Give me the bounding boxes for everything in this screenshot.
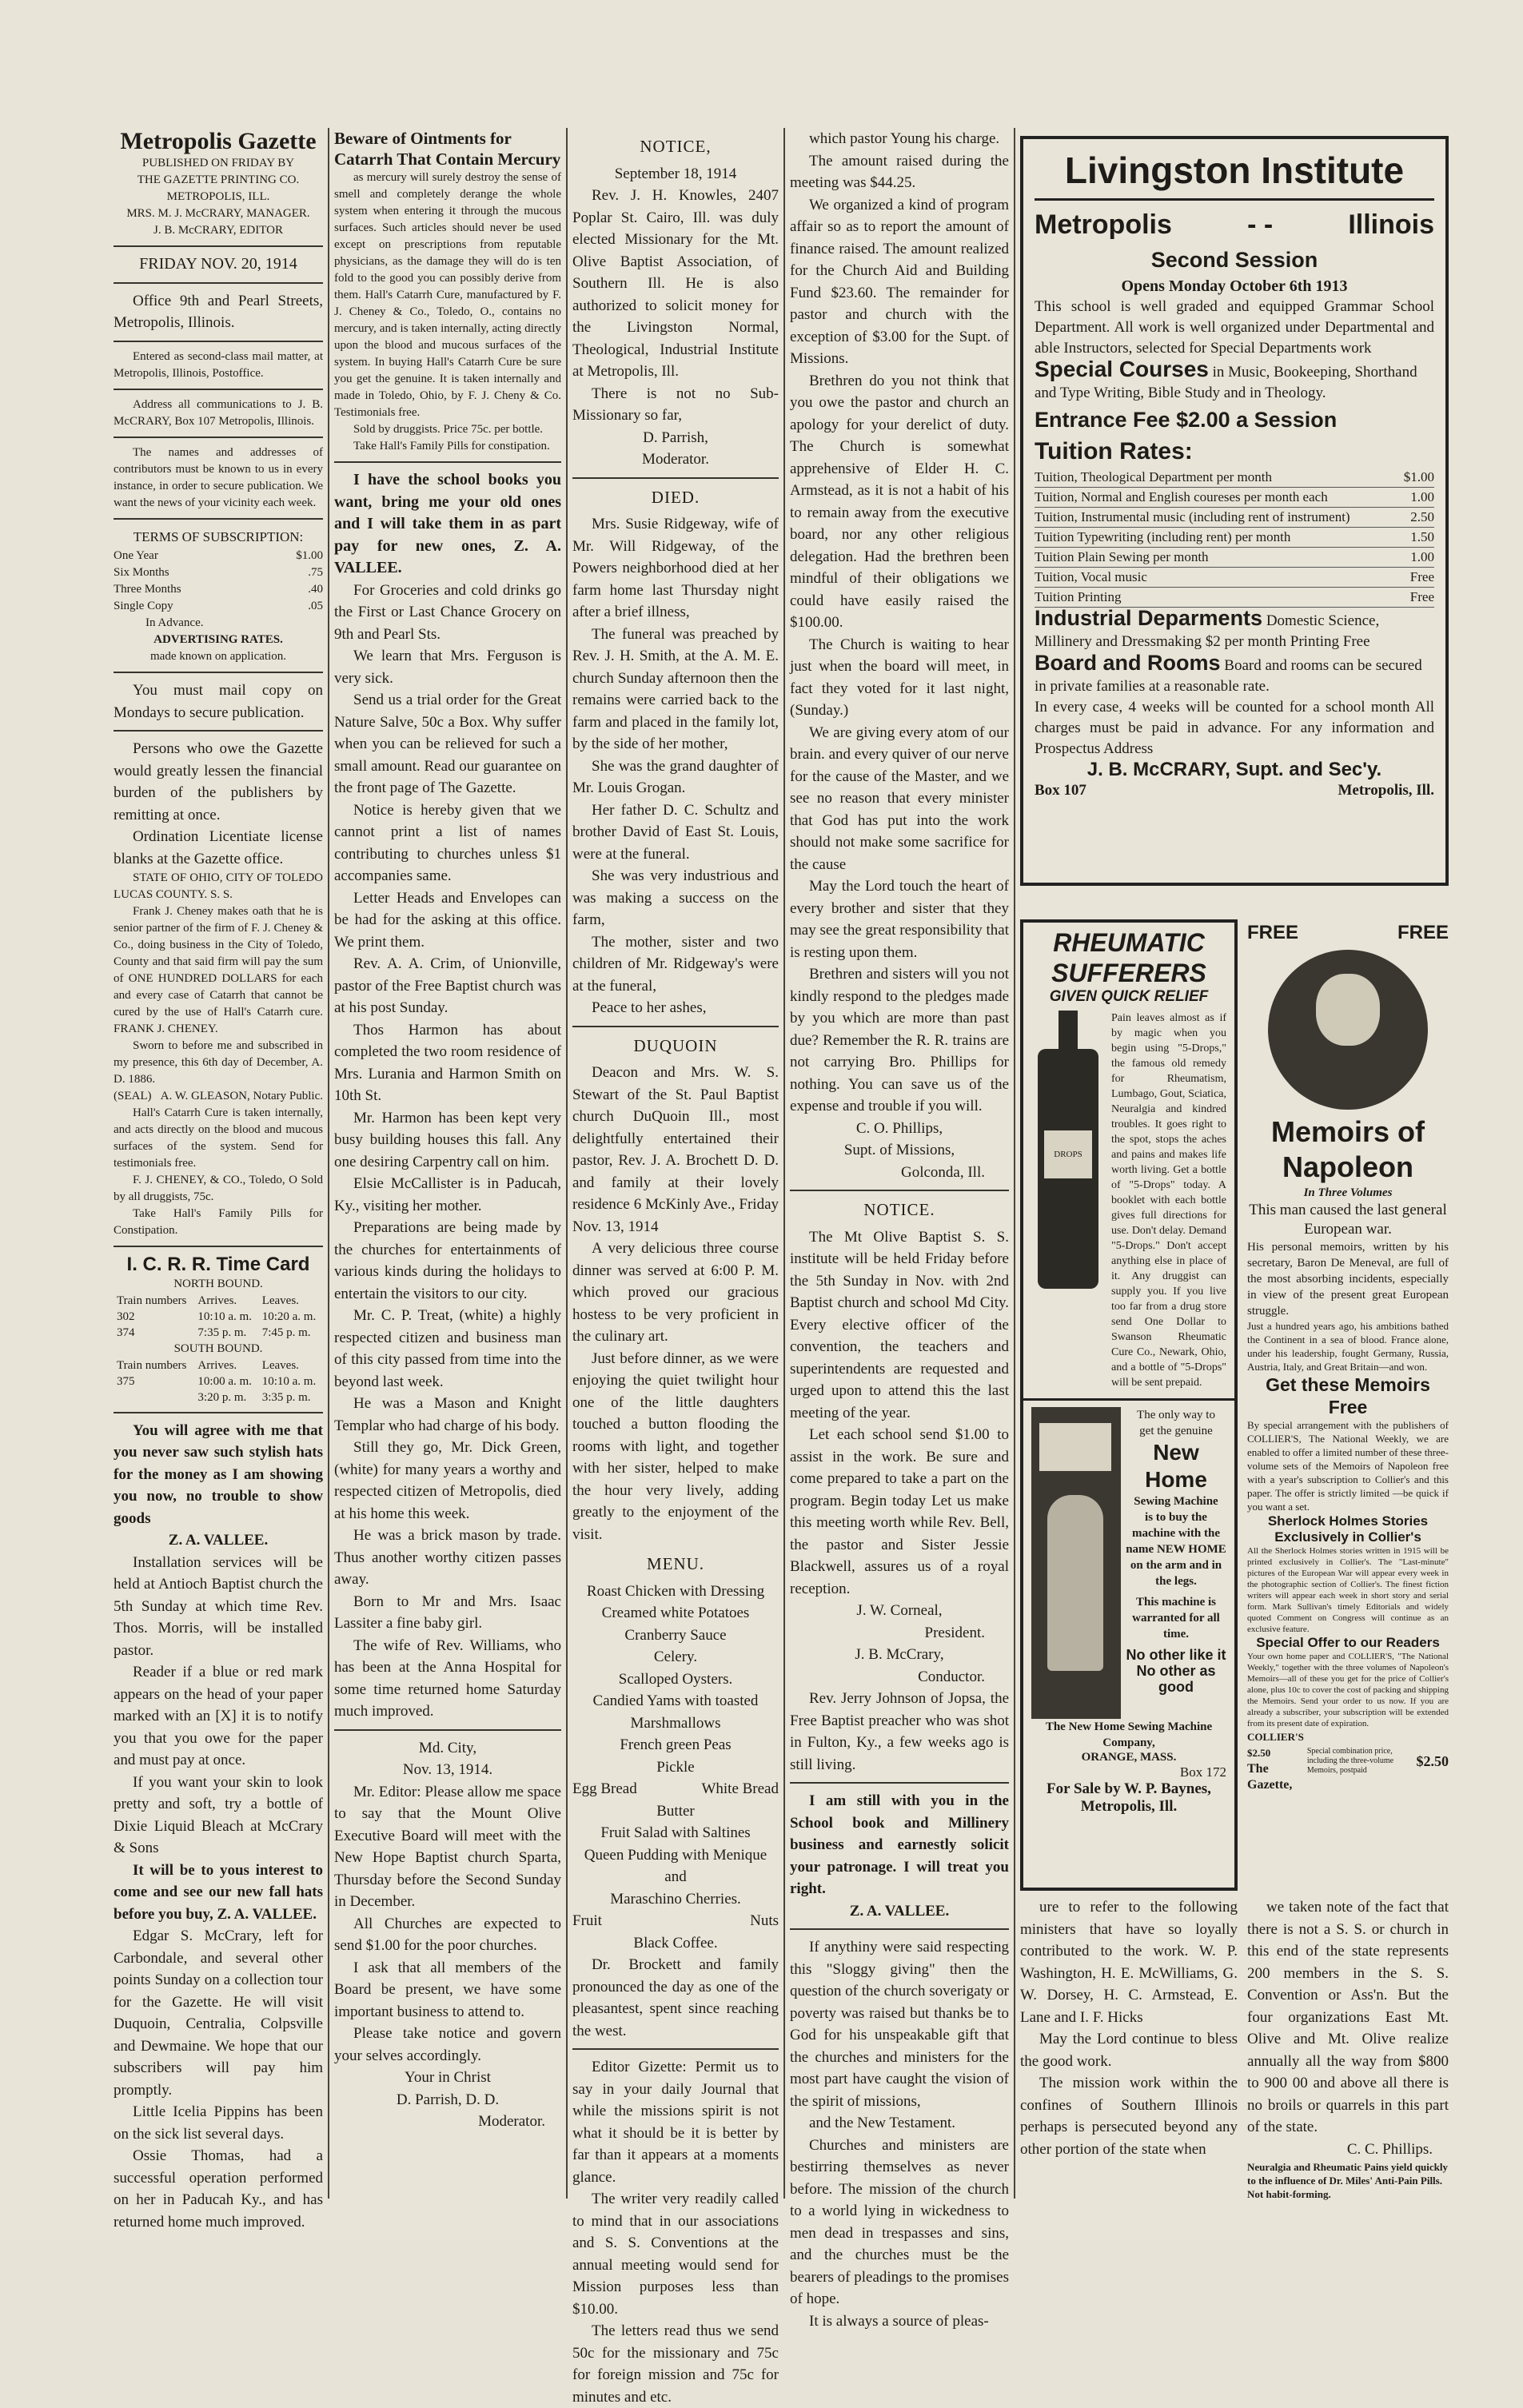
col2-p22: All Churches are expected to send $1.00 for the poor churches.	[334, 1915, 561, 1954]
col2-p20: The wife of Rev. Williams, who has been at the Anna Hospital for some time returned home Saturday much improved.	[334, 1637, 561, 1720]
rate-row: Tuition, Instrumental music (including rent of instrument) 2.50	[1035, 508, 1434, 528]
sig: D. Parrish, D. D.	[396, 2091, 500, 2108]
mail-notice: You must mail copy on Mondays to secure publication.	[114, 682, 323, 721]
col3-p1: Rev. J. H. Knowles, 2407 Poplar St. Cairo, Ill. was duly elected Missionary for the Mt. Olive Baptist Association, of Southern Ill. He is also authorized to solicit money for the Livingston Normal, Theological, Industrial Institute at Metropolis, Ill.	[572, 187, 779, 380]
rates-list	[1035, 468, 1434, 608]
masthead-line: METROPOLIS, ILL.	[166, 190, 270, 203]
column-4	[790, 128, 1009, 2330]
col2-p8: Notice is hereby given that we cannot print a list of names contributing to churches unless $1 accompanies same.	[334, 801, 561, 884]
rate-row: Tuition Typewriting (including rent) per month 1.50	[1035, 528, 1434, 548]
sewing-machine-image	[1031, 1407, 1121, 1719]
col3-p13: Dr. Brockett and family pronounced the day as one of the pleasantest, spent since reaching the west.	[572, 1956, 779, 2039]
masthead-line: J. B. McCRARY, EDITOR	[153, 224, 283, 237]
livingston-dash: - -	[1247, 209, 1274, 240]
col3-p5: She was the grand daughter of Mr. Louis Grogan.	[572, 757, 779, 796]
rate-row: Tuition, Theological Department per month $1.00	[1035, 468, 1434, 488]
office-address: Office 9th and Pearl Streets, Metropolis, Illinois.	[114, 292, 323, 331]
menu-item: Candied Yams with toasted	[592, 1692, 759, 1709]
sig: D. Parrish,	[643, 429, 708, 446]
sig: J. W. Corneal,	[856, 1602, 943, 1619]
column-rule	[783, 128, 785, 2199]
col2-p13: Elsie McCallister is in Paducah, Ky., visiting her mother.	[334, 1175, 561, 1214]
entrance-fee: Entrance Fee $2.00 a Session	[1035, 408, 1338, 432]
newhome-co: The New Home Sewing Machine Company,	[1045, 1720, 1213, 1749]
menu-item: Maraschino Cherries.	[610, 1890, 741, 1908]
menu-item: Fruit	[572, 1912, 602, 1929]
masthead-title: Metropolis Gazette	[120, 128, 317, 154]
napoleon-ad	[1247, 921, 1449, 1888]
col4-p3: We organized a kind of program affair so as to report the amount of finance raised. The amount realized for the Church Aid and Building Fund $23.60. The remainder for pastor and church with the exception of $3.00 for the Supt. of Missions.	[790, 196, 1009, 367]
box: Box 107	[1035, 782, 1086, 799]
vallee-sig: Z. A. VALLEE.	[168, 1532, 269, 1549]
entered-notice: Entered as second-class mail matter, at Metropolis, Illinois, Postoffice.	[114, 349, 323, 380]
south-table: Train numbers Arrives. Leaves. 375 10:00 a. m. 10:10 a. m. 3:20 p. m. 3:35 p. m.	[117, 1358, 317, 1404]
duquoin-heading: DUQUOIN	[633, 1035, 718, 1055]
col4-p11: Rev. Jerry Johnson of Jopsa, the Free Baptist preacher who was shot in Fulton, Ky., a few weeks ago is still living.	[790, 1690, 1009, 1773]
col2-p9: Letter Heads and Envelopes can be had for the asking at this office. We print them.	[334, 889, 561, 951]
md-date: Nov. 13, 1914.	[402, 1761, 493, 1778]
col2-p23: I ask that all members of the Board be present, we have some important business to attend to.	[334, 1959, 561, 2020]
column-rule	[328, 128, 329, 2199]
col1-p10: Reader if a blue or red mark appears on the head of your paper marked with an [X] it is to notify you that you owe for the paper and must pay at once.	[114, 1664, 323, 1768]
col2-p7: Send us a trial order for the Great Nature Salve, 50c a Box. Why suffer when you can be relieved for such a small amount. Read our guarantee on the front page of The Gazette.	[334, 692, 561, 796]
bottom-p3: The mission work within the confines of Southern Illinois perhaps is persecuted beyond any other portion of the state when	[1020, 2075, 1238, 2158]
newhome-co2: ORANGE, MASS.	[1081, 1751, 1177, 1764]
terms-row: Three Months .40	[114, 583, 323, 596]
north-bound: NORTH BOUND.	[173, 1277, 263, 1290]
menu-item: Scalloped Oysters.	[618, 1670, 733, 1688]
phillips-sig: C. C. Phillips.	[1346, 2140, 1433, 2158]
col4-p9: The Mt Olive Baptist S. S. institute will be held Friday before the 5th Sunday in Nov. with 2nd Baptist church and school Md City. Every elective officer of the convention, the teachers and superintendents are requested and urged upon to attend this the last meeting of the year.	[790, 1228, 1009, 1421]
col3-p14: Editor Gizette: Permit us to say in your daily Journal that while the missions spirit is not what it should be it is better by far than it appears at a moments glance.	[572, 2059, 779, 2186]
menu-item: and	[664, 1868, 687, 1885]
newhome-box: Box 172	[1179, 1764, 1226, 1780]
advertising-title: ADVERTISING RATES.	[153, 633, 283, 646]
south-bound: SOUTH BOUND.	[173, 1342, 263, 1355]
rheumatic-sub: GIVEN QUICK RELIEF	[1049, 988, 1209, 1005]
bottle-image	[1031, 1011, 1105, 1298]
menu-item: Nuts	[750, 1912, 779, 1929]
newhome-text: The only way to get the genuine New Home Sewing Machine is to buy the machine with the name NEW HOME on the arm and in the legs. This machine is warranted for all time. No other like it No other as good	[1126, 1409, 1226, 1695]
col1-p12: It will be to yous interest to come and see our new fall hats before you buy, Z. A. VALLEE.	[114, 1861, 323, 1923]
north-table: Train numbers Arrives. Leaves. 302 10:10 a. m. 10:20 a. m. 374 7:35 p. m. 7:45 p. m.	[117, 1294, 317, 1339]
col1-p14: Little Icelia Pippins has been on the sick list several days.	[114, 2103, 323, 2143]
sig: Moderator.	[642, 451, 709, 468]
special-text: in Music, Bookeeping, Shorthand and Type Writing, Bible Study and in Theology.	[1035, 364, 1417, 401]
issue-date: FRIDAY NOV. 20, 1914	[139, 255, 297, 273]
column-1	[114, 128, 323, 2231]
column-rule	[566, 128, 568, 2199]
col1-p6: Hall's Catarrh Cure is taken internally, and acts directly on the blood and mucous surfaces of the system. Send for testimonials free.	[114, 1106, 323, 1170]
napoleon-p1: This man caused the last general European war.	[1249, 1202, 1447, 1238]
special-courses: Special Courses	[1035, 357, 1209, 381]
col4-p5: The Church is waiting to hear just when the board will meet, in fact they voted for it last night, (Sunday.)	[790, 636, 1009, 719]
timecard-title: I. C. R. R. Time Card	[126, 1254, 310, 1275]
sig: Moderator.	[478, 2113, 545, 2130]
col1-p4: Frank J. Cheney makes oath that he is senior partner of the firm of F. J. Cheney & Co., doing business in the City of Toledo, County and that said firm will pay the sum of ONE HUNDRED DOLLARS for each and every case of Catarrh that cannot be cured by the use of Hall's Catarrh cure. FRANK J. CHENEY.	[114, 905, 323, 1035]
col2-p21: Mr. Editor: Please allow me space to say that the Mount Olive Executive Board will meet with the New Hope Baptist church Sparta, Thursday before the Second Sunday in December.	[334, 1783, 561, 1910]
col4-p15: Churches and ministers are bestirring themselves as never before. The mission of the church to a world lying in wickedness to men dead in trespasses and sins, and the churches must be the bearers of pleadings to the promises of hope.	[790, 2136, 1009, 2307]
col3-p10: Deacon and Mrs. W. S. Stewart of the St. Paul Baptist church DuQuoin Ill., most delightfully entertained their pastor, Rev. J. A. Brochett D. D. and family at their lovely residence 6 McKinly Ave., Friday Nov. 13, 1914	[572, 1064, 779, 1235]
terms-row: One Year $1.00	[114, 549, 323, 562]
col2-p15: Mr. C. P. Treat, (white) a highly respected citizen and business man of this city passed from time into the beyond last week.	[334, 1307, 561, 1390]
notice-heading: NOTICE,	[640, 137, 712, 156]
vallee-ad: I am still with you in the School book and Millinery business and earnestly solicit your patronage. I will treat you right.	[790, 1792, 1009, 1897]
free-label: FREE	[1247, 922, 1299, 943]
tuition-title: Tuition Rates:	[1035, 438, 1193, 464]
col2-p18: He was a brick mason by trade. Thus another worthy citizen passes away.	[334, 1527, 561, 1588]
col3-p6: Her father D. C. Schultz and brother David of East St. Louis, were at the funeral.	[572, 801, 779, 863]
gazette-label: The Gazette,	[1247, 1762, 1293, 1792]
col1-p9: Installation services will be held at Antioch Baptist church the 5th Sunday at which time Rev. Thos. Morris, will be installed pastor.	[114, 1553, 323, 1659]
comb-price: $2.50	[1416, 1753, 1449, 1769]
terms-row: Six Months .75	[114, 566, 323, 579]
bottom-p1: ure to refer to the following ministers that have so loyally contributed to the work. W. P. Washington, H. E. McWilliams, G. W. Dorsey, H. C. Armstead, E. Lane and I. F. Hicks	[1020, 1899, 1238, 2026]
col3-p15: The writer very readily called to mind that in our associations and S. S. Conventions at the annual meeting would send for Mission purposes less than $10.00.	[572, 2191, 779, 2318]
menu-list	[572, 1581, 779, 1779]
col1-p5: Sworn to before me and subscribed in my presence, this 6th day of December, A. D. 1886.	[114, 1039, 323, 1086]
col1-p1: Persons who owe the Gazette would greatly lessen the financial burden of the publishers by remitting at once.	[114, 740, 323, 823]
collier-price: COLLIER'S $2.50	[1247, 1731, 1304, 1759]
napoleon-p4: By special arrangement with the publishers of COLLIER'S, The National Weekly, we are enabled to offer a limited number of these three-volume sets of the Memoirs of Napoleon free with a year's subscription to Collier's and this paper. The offer is strictly limited —be quick if you want a set.	[1247, 1419, 1449, 1513]
session: Second Session	[1150, 248, 1318, 272]
col2-p1: as mercury will surely destroy the sense of smell and completely derange the whole system when entering it through the mucous surfaces. Such articles should never be used except on prescriptions from reputable physicians, as the damage they will do is ten fold to the good you can possibly derive from them. Hall's Catarrh Cure, manufactured by F. J. Cheney & Co., Toledo, O., contains no mercury, and is taken internally, acting directly upon the blood and mucous surfaces of the system. In buying Hall's Catarrh Cure be sure you get the genuine. It is taken internally and made in Toledo, Ohio, by F. J. Cheny & Co. Testimonials free.	[334, 171, 561, 419]
col2-p17: Still they go, Mr. Dick Green, (white) for many years a worthy and respected citizen of Metropolis, died at his home this week.	[334, 1439, 561, 1522]
col4-p10: Let each school send $1.00 to assist in the work. Be sure and come prepared to take a part on the program. Begin today Let us make this meeting worth while Rev. Bell, the pastor and Sister Jessie Blackwell, assures us of a royal reception.	[790, 1426, 1009, 1597]
bottom-mid	[1020, 1896, 1238, 2200]
newhome-metro: Metropolis, Ill.	[1080, 1798, 1178, 1815]
rheumatic-text: Pain leaves almost as if by magic when you begin using "5-Drops," the famous old remedy for Rheumatism, Lumbago, Gout, Sciatica, Neuralgia and kindred troubles. It goes right to the spot, stops the aches and pains and makes life worth living. Get a bottle of "5-Drops" today. A booklet with each bottle gives full directions for use. Don't delay. Demand "5-Drops." Don't accept anything else in place of it. Any druggist can supply you. If you live too far from a drug store send One Dollar to Swanson Rheumatic Cure Co., Newark, Ohio, and a bottle of "5-Drops" will be sent prepaid.	[1111, 1012, 1226, 1389]
sig: President.	[924, 1624, 985, 1641]
col4-p4: Brethren do you not think that you owe the pastor and church an apology for your derelict of duty. The Church is somewhat apprehensive of Elder H. C. Armstead, as it is not a habit of his to remain away from the executive board, nor any other religious delegation. Had the brethren been mindful of their obligations we could have easily raised the $100.00.	[790, 372, 1009, 631]
col2-p2: Sold by druggists. Price 75c. per bottle.	[353, 423, 544, 436]
col1-p7: F. J. CHENEY, & CO., Toledo, O Sold by all druggists, 75c.	[114, 1174, 323, 1203]
col2-p19: Born to Mr and Mrs. Isaac Lassiter a fine baby girl.	[334, 1593, 561, 1632]
advertising-text: made known on application.	[150, 650, 286, 663]
schoolbooks-ad: I have the school books you want, bring me your old ones and I will take them in as part pay for new ones, Z. A. VALLEE.	[334, 471, 561, 576]
napoleon-vol: In Three Volumes	[1303, 1186, 1393, 1199]
col1-p2: Ordination Licentiate license blanks at the Gazette office.	[114, 828, 323, 867]
col4-p14: and the New Testament.	[809, 2115, 955, 2131]
napoleon-portrait	[1268, 950, 1428, 1110]
rate-row: Tuition Plain Sewing per month 1.00	[1035, 548, 1434, 568]
col2-p24: Please take notice and govern your selves accordingly.	[334, 2025, 561, 2064]
menu-item: Queen Pudding with Menique	[584, 1846, 767, 1864]
rate-row: Tuition, Vocal music Free	[1035, 568, 1434, 588]
column-3	[572, 128, 779, 2406]
napoleon-title: Napoleon	[1282, 1150, 1413, 1183]
terms-title: TERMS OF SUBSCRIPTION:	[133, 528, 304, 544]
contributors-notice: The names and addresses of contributors must be known to us in every instance, in order to secure publication. We want the news of your vicinity each week.	[114, 445, 323, 509]
napoleon-p5: All the Sherlock Holmes stories written in 1915 will be printed exclusively in Collier's. The "Last-minute" pictures of the European War will appear every week in the photographic section of Collier's. The finest fiction writers will appear each week in short story and serial form. Mark Sullivan's timely Editorials and widely quoted Comment on Congress will continue as an exclusive feature.	[1247, 1546, 1449, 1634]
col3-p11: A very delicious three course dinner was served at 6:00 P. M. which proved our gracious hostess to be very proficient in the culinary art.	[572, 1240, 779, 1345]
menu-item: Roast Chicken with Dressing	[586, 1582, 765, 1600]
terms-row: Single Copy .05	[114, 600, 323, 612]
masthead-line: MRS. M. J. McCRARY, MANAGER.	[126, 207, 310, 220]
column-2	[334, 128, 561, 2199]
napoleon-title: Memoirs of	[1270, 1115, 1425, 1148]
col1-p11: If you want your skin to look pretty and soft, try a bottle of Dixie Liquid Bleach at McCrary & Sons	[114, 1773, 323, 1856]
masthead-line: THE GAZETTE PRINTING CO.	[137, 173, 300, 186]
catarrh-headline: Beware of Ointments for Catarrh That Contain Mercury	[334, 129, 561, 169]
col1-p8: Take Hall's Family Pills for Constipation.	[114, 1207, 323, 1237]
col2-p6: We learn that Mrs. Ferguson is very sick.	[334, 648, 561, 687]
hats-ad: You will agree with me that you never saw such stylish hats for the money as I am showing you now, no trouble to show goods	[114, 1421, 323, 1527]
menu-item: Marshmallows	[630, 1714, 721, 1732]
menu-item: Fruit Salad with Saltines	[600, 1824, 751, 1841]
special-comb: Special combination price, including the three-volume Memoirs, postpaid	[1306, 1747, 1394, 1775]
col4-p2: The amount raised during the meeting was $44.25.	[790, 152, 1009, 191]
col4-p1: which pastor Young his charge.	[809, 130, 1000, 147]
col1-p15: Ossie Thomas, had a successful operation performed on her in Paducah Ky., and has returned home much improved.	[114, 2147, 323, 2231]
napoleon-p2: His personal memoirs, written by his secretary, Baron De Meneval, are full of the most absorbing incidents, especially in view of the present great European struggle.	[1247, 1241, 1449, 1318]
col3-p2: There is not no Sub-Missionary so far,	[572, 385, 779, 424]
sig: Supt. of Missions,	[843, 1142, 955, 1158]
newhome-sale: For Sale by W. P. Baynes,	[1047, 1780, 1211, 1797]
col2-p14: Preparations are being made by the churches for entertainments of various kinds during the holidays to entertain the visitors to our city.	[334, 1219, 561, 1302]
sig: Your in Christ	[405, 2069, 491, 2086]
livingston-city: Metropolis	[1035, 209, 1172, 240]
bottom-right	[1247, 1896, 1449, 2200]
livingston-p1: This school is well graded and equipped Grammar School Department. All work is well organized under Departmental and able Instructors, selected for Special Departments work	[1035, 298, 1434, 357]
livingston-state: Illinois	[1348, 209, 1434, 240]
menu-item: Pickle	[656, 1758, 695, 1776]
col3-p4: The funeral was preached by Rev. J. H. Smith, at the A. M. E. church Sunday afternoon then the remains were carried back to the farm and placed in the family lot, by the side of her mother,	[572, 625, 779, 752]
col3-p12: Just before dinner, as we were enjoying the quiet twilight hour one of the little daughters touched a button flooding the rooms with light, and together with her sister, helped to make the hour very lively, adding greatly to the enjoyment of the visit.	[572, 1350, 779, 1543]
rheumatic-title: RHEUMATIC	[1053, 928, 1205, 957]
masthead-line: PUBLISHED ON FRIDAY BY	[142, 157, 295, 169]
napoleon-get: Get these Memoirs Free	[1266, 1374, 1430, 1417]
napoleon-p6: Your own home paper and COLLIER'S, "The National Weekly," together with the three volumes of Napoleon's Memoirs—all of these you get for the price of Collier's alone, plus 10c to cover the cost of packing and shipping the Memoirs. Send your order to us now. If you are already a subscriber, your subscription will be extended from its present date of expiration.	[1247, 1652, 1449, 1728]
neuralgia-ad: Neuralgia and Rheumatic Pains yield quickly to the influence of Dr. Miles' Anti-Pain Pills. Not habit-forming.	[1247, 2161, 1448, 2200]
rheumatic-ad	[1020, 919, 1238, 1891]
rate-row: Tuition Printing Free	[1035, 588, 1434, 608]
col3-p16: The letters read thus we send 50c for the missionary and 75c for foreign mission and 75c for minutes and etc.	[572, 2322, 779, 2406]
menu-item: Celery.	[653, 1649, 698, 1665]
menu-item: Cranberry Sauce	[624, 1626, 727, 1644]
md-city: Md. City,	[418, 1739, 477, 1756]
col2-p16: He was a Mason and Knight Templar who had charge of his body.	[334, 1395, 561, 1434]
col2-p5: For Groceries and cold drinks go the First or Last Chance Grocery on 9th and Pearl Sts.	[334, 581, 561, 643]
terms-list	[114, 548, 323, 615]
notary: A. W. GLEASON, Notary Public.	[160, 1090, 323, 1102]
livingston-sig: J. B. McCRARY, Supt. and Sec'y.	[1086, 759, 1382, 780]
col2-p3: Take Hall's Family Pills for constipation.	[353, 440, 550, 452]
sherlock: Sherlock Holmes Stories Exclusively in Collier's	[1267, 1513, 1429, 1545]
livingston-title: Livingston Institute	[1064, 150, 1405, 191]
address-notice: Address all communications to J. B. McCRARY, Box 107 Metropolis, Illinois.	[114, 397, 323, 428]
sig: Golconda, Ill.	[900, 1163, 985, 1181]
col3-p9: Peace to her ashes,	[592, 999, 707, 1016]
menu-item: White Bread	[701, 1780, 779, 1797]
industrial-text: Domestic Science, Millinery and Dressmaking $2 per month Printing Free	[1035, 612, 1380, 650]
bottom-p4: we taken note of the fact that there is not a S. S. or church in this end of the state represents 200 members in the S. S. Convention or Ass'n. But the four organizations East Mt. Olive and Mt. Olive realize annually all the way from $800 to 900 00 and above all there is no broils or quarrels in this part of the state.	[1247, 1899, 1449, 2135]
metro: Metropolis, Ill.	[1338, 782, 1434, 799]
opens: Opens Monday October 6th 1913	[1121, 277, 1348, 295]
free-label: FREE	[1397, 922, 1449, 943]
industrial: Industrial Deparments	[1035, 606, 1263, 630]
sig: C. O. Phillips,	[855, 1119, 943, 1137]
col2-p10: Rev. A. A. Crim, of Unionville, pastor of the Free Baptist church was at his post Sunday.	[334, 955, 561, 1016]
terms-advance: In Advance.	[146, 616, 204, 629]
menu-item: Black Coffee.	[633, 1934, 718, 1952]
sig: J. B. McCrary,	[855, 1646, 944, 1663]
menu-heading: MENU.	[646, 1554, 705, 1573]
menu-item: French green Peas	[620, 1736, 732, 1753]
rheumatic-title: SUFFERERS	[1051, 959, 1206, 987]
livingston-p2: In every case, 4 weeks will be counted for a school month All charges must be paid in advance. For any information and Prospectus Address	[1035, 699, 1434, 757]
col3-p3: Mrs. Susie Ridgeway, wife of Mr. Will Ridgeway, of the Powers neighborhood died at her farm home last Thursday night after a brief illness,	[572, 516, 779, 620]
menu-item: Egg Bread	[572, 1780, 637, 1797]
col3-p7: She was very industrious and was making a success on the farm,	[572, 867, 779, 928]
col2-p11: Thos Harmon has about completed the two room residence of Mrs. Lurania and Harmon Smith on 10th St.	[334, 1021, 561, 1104]
col2-p12: Mr. Harmon has been kept very busy building houses this fall. Any one desiring Carpentry call on him.	[334, 1109, 561, 1170]
rate-row: Tuition, Normal and English coureses per month each 1.00	[1035, 488, 1434, 508]
notice-heading: NOTICE.	[863, 1200, 935, 1219]
bottle-label: DROPS	[1044, 1130, 1092, 1178]
col4-p13: If anythiny were said respecting this "Sloggy giving" then the question of the church soverigaty or poverty was raised but thanks be to God for his unspeakable gift that the churches and ministers for the most part have caught the vision of the spirit of missions,	[790, 1939, 1009, 2110]
bottom-p2: May the Lord continue to bless the good work.	[1020, 2031, 1238, 2070]
vallee-sig: Z. A. VALLEE.	[849, 1902, 950, 1920]
menu-item: Butter	[656, 1802, 695, 1820]
col1-p13: Edgar S. McCrary, left for Carbondale, and several other points Sunday on a collection tour for the Gazette. He will visit Duquoin, Centralia, Colpsville and Dewmaine. We hope that our subscribers will pay him promptly.	[114, 1928, 323, 2099]
livingston-ad	[1020, 136, 1449, 886]
menu-item: Creamed white Potatoes	[601, 1605, 750, 1621]
notice-date: September 18, 1914	[614, 165, 737, 182]
col4-p6: We are giving every atom of our brain. and every quiver of our nerve for the cause of the Master, and we see no reason that every minister that God has put into the work should not make some sacrifice for the cause	[790, 724, 1009, 873]
special-offer: Special Offer to our Readers	[1256, 1635, 1440, 1650]
col3-p8: The mother, sister and two children of Mr. Ridgeway's were at the funeral,	[572, 933, 779, 995]
died-heading: DIED.	[651, 487, 700, 507]
napoleon-p3: Just a hundred years ago, his ambitions bathed the Continent in a sea of blood. France alone, under his leadership, fought Germany, Russia, Austria, Italy, and Great Britain—and won.	[1247, 1320, 1449, 1373]
col1-p3: STATE OF OHIO, CITY OF TOLEDO LUCAS COUNTY. S. S.	[114, 871, 323, 901]
sig: Conductor.	[918, 1668, 985, 1685]
board-rooms: Board and Rooms	[1035, 651, 1221, 675]
col4-p7: May the Lord touch the heart of every brother and sister that they may see the great responsibility that is resting upon them.	[790, 878, 1009, 961]
col4-p8: Brethren and sisters will you not kindly respond to the pledges made by you which are more than past due? Remember the R. R. trains are not carrying Bro. Phillips for nothing. You can save us of the expense and trouble if you will.	[790, 966, 1009, 1114]
board-text: Board and rooms can be secured in private families at a reasonable rate.	[1035, 657, 1422, 695]
col4-p16: It is always a source of pleas-	[809, 2312, 989, 2330]
column-rule	[1014, 128, 1015, 2199]
seal: (SEAL)	[114, 1090, 152, 1102]
